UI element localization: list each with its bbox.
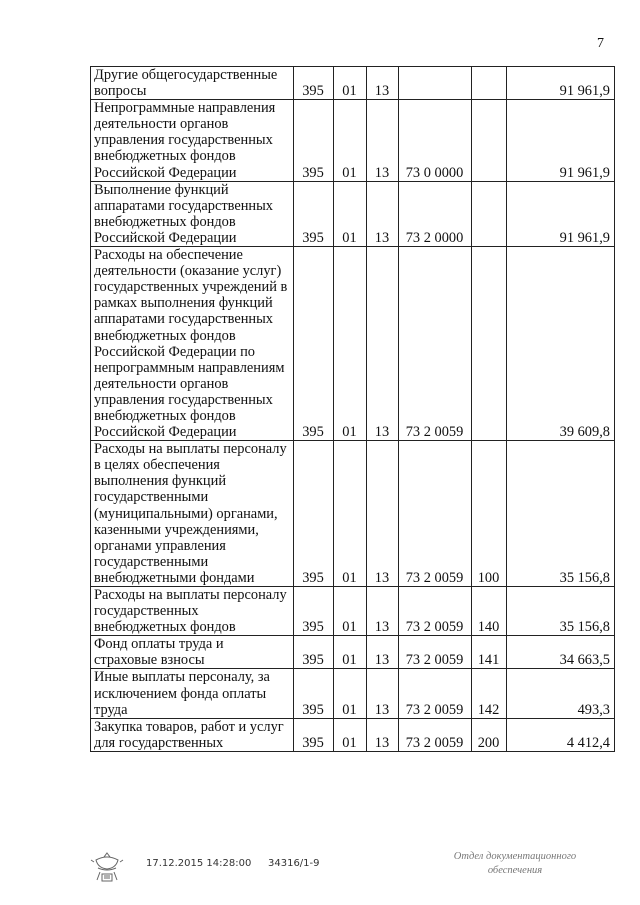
row-amount: 91 961,9 [507,67,615,100]
row-rz: 01 [334,100,367,181]
row-csr: 73 2 0059 [399,441,472,587]
row-pr: 13 [367,67,399,100]
row-name: Выполнение функций аппаратами государственных внебюджетных фондов Российской Федерации [91,181,294,246]
row-amount: 91 961,9 [507,181,615,246]
row-pr: 13 [367,669,399,718]
page-number: 7 [597,36,604,51]
row-csr: 73 2 0059 [399,636,472,669]
row-pr: 13 [367,441,399,587]
row-csr: 73 2 0059 [399,587,472,636]
row-vr: 200 [472,718,507,751]
row-vr: 100 [472,441,507,587]
budget-table [90,66,615,752]
row-gr: 395 [294,100,334,181]
table-row [91,441,615,587]
table-row [91,100,615,181]
row-pr: 13 [367,181,399,246]
row-csr: 73 0 0000 [399,100,472,181]
row-vr: 142 [472,669,507,718]
row-vr: 140 [472,587,507,636]
row-pr: 13 [367,718,399,751]
row-amount: 39 609,8 [507,247,615,441]
footer-department-stamp [440,850,590,878]
table-row [91,587,615,636]
state-emblem-icon [88,850,126,886]
row-rz: 01 [334,587,367,636]
footer-document-id: 34316/1-9 [268,858,320,869]
row-pr: 13 [367,587,399,636]
row-csr [399,67,472,100]
row-gr: 395 [294,669,334,718]
table-row [91,181,615,246]
row-csr: 73 2 0059 [399,247,472,441]
row-vr [472,247,507,441]
row-name: Расходы на обеспечение деятельности (оказание услуг) государственных учреждений в рамках выполнения функций аппаратами государственных внебюджетных фондов Российской Федерации по непрограммным направлениям деятельности органов управления государственных внебюджетных фондов Российской Федерации [91,247,294,441]
row-name: Иные выплаты персоналу, за исключением фонда оплаты труда [91,669,294,718]
row-amount: 4 412,4 [507,718,615,751]
row-name: Расходы на выплаты персоналу государственных внебюджетных фондов [91,587,294,636]
row-pr: 13 [367,636,399,669]
footer-datetime: 17.12.2015 14:28:00 [146,858,252,869]
row-vr [472,67,507,100]
row-name: Фонд оплаты труда и страховые взносы [91,636,294,669]
row-csr: 73 2 0059 [399,669,472,718]
row-amount: 35 156,8 [507,587,615,636]
row-rz: 01 [334,441,367,587]
row-gr: 395 [294,181,334,246]
row-vr: 141 [472,636,507,669]
row-amount: 91 961,9 [507,100,615,181]
row-name: Другие общегосударственные вопросы [91,67,294,100]
table-row [91,718,615,751]
table-row [91,669,615,718]
row-rz: 01 [334,181,367,246]
row-gr: 395 [294,441,334,587]
row-rz: 01 [334,669,367,718]
row-vr [472,100,507,181]
row-gr: 395 [294,587,334,636]
department-line-1: Отдел документационного [453,851,577,862]
row-amount: 34 663,5 [507,636,615,669]
row-vr [472,181,507,246]
row-rz: 01 [334,247,367,441]
row-name: Расходы на выплаты персоналу в целях обеспечения выполнения функций государственными (муниципальными) органами, казенными учреждениями, органами управления государственными внебюджетными фондами [91,441,294,587]
row-gr: 395 [294,67,334,100]
row-name: Непрограммные направления деятельности органов управления государственных внебюджетных фондов Российской Федерации [91,100,294,181]
table-row [91,636,615,669]
row-name: Закупка товаров, работ и услуг для государственных [91,718,294,751]
row-pr: 13 [367,247,399,441]
row-csr: 73 2 0000 [399,181,472,246]
department-line-2: обеспечения [487,865,543,876]
row-rz: 01 [334,636,367,669]
table-row [91,67,615,100]
document-footer [88,848,608,888]
table-row [91,247,615,441]
row-gr: 395 [294,247,334,441]
row-gr: 395 [294,718,334,751]
row-rz: 01 [334,718,367,751]
row-amount: 493,3 [507,669,615,718]
row-csr: 73 2 0059 [399,718,472,751]
row-rz: 01 [334,67,367,100]
row-gr: 395 [294,636,334,669]
row-amount: 35 156,8 [507,441,615,587]
row-pr: 13 [367,100,399,181]
